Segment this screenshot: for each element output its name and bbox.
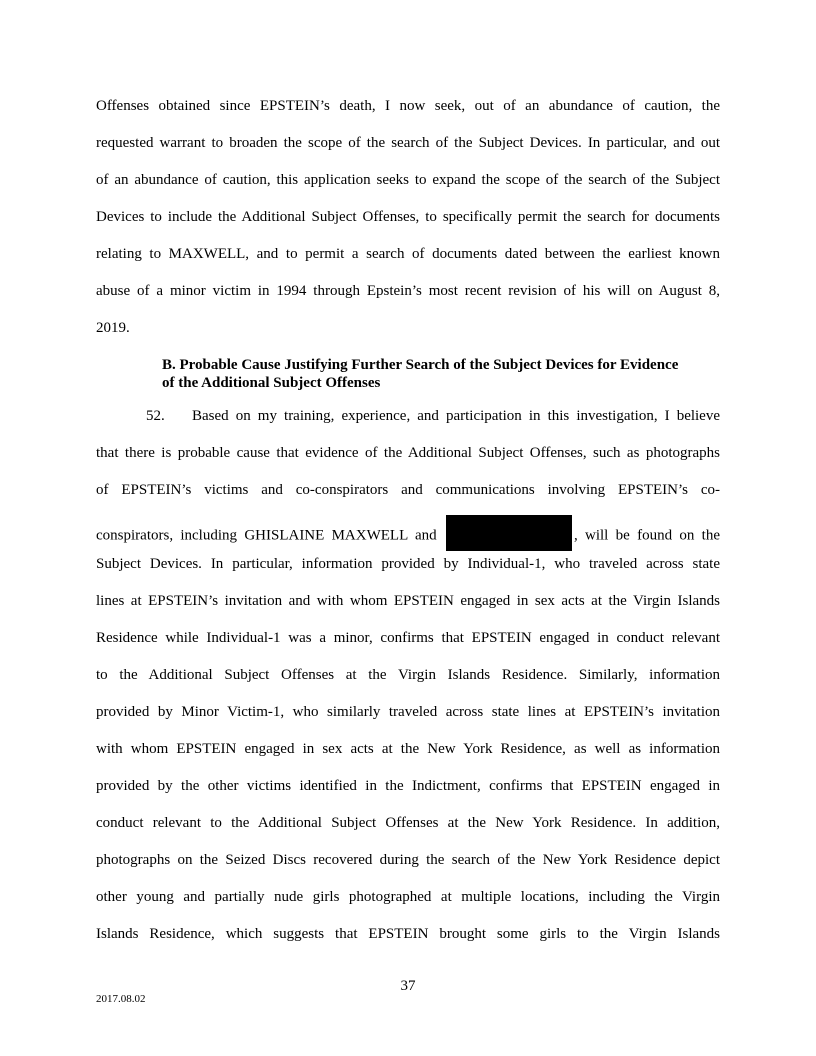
body-text-line: lines at EPSTEIN’s invitation and with whom EPSTEIN engaged in sex acts at the Virgin Islands [96, 593, 720, 609]
body-text-line: requested warrant to broaden the scope of the search of the Subject Devices. In particular, and out [96, 135, 720, 151]
section-heading: B. Probable Cause Justifying Further Search of the Subject Devices for Evidence [162, 357, 679, 373]
paragraph-number: 52. [146, 408, 165, 424]
body-text-line: of an abundance of caution, this application seeks to expand the scope of the search of the Subject [96, 172, 720, 188]
body-text-line: conduct relevant to the Additional Subject Offenses at the New York Residence. In addition, [96, 815, 720, 831]
page-number: 37 [400, 978, 416, 994]
body-text-line: Devices to include the Additional Subject Offenses, to specifically permit the search for documents [96, 209, 720, 225]
body-text-line: of EPSTEIN’s victims and co-conspirators and communications involving EPSTEIN’s co- [96, 482, 720, 498]
body-text-line: that there is probable cause that evidence of the Additional Subject Offenses, such as photographs [96, 445, 720, 461]
redaction-following-text: , will be found on the [573, 527, 720, 544]
body-text-line: Subject Devices. In particular, information provided by Individual-1, who traveled across state [96, 556, 720, 572]
paragraph-text: Based on my training, experience, and participation in this investigation, I believe [192, 408, 720, 424]
body-text-line: Offenses obtained since EPSTEIN’s death, I now seek, out of an abundance of caution, the [96, 98, 720, 114]
body-text-line: provided by the other victims identified in the Indictment, confirms that EPSTEIN engaged in [96, 778, 720, 794]
body-text-line: photographs on the Seized Discs recovered during the search of the New York Residence depict [96, 852, 720, 868]
redaction-box [446, 515, 572, 551]
body-text-line: 2019. [96, 320, 130, 336]
footer-date: 2017.08.02 [96, 993, 146, 1005]
redaction-preceding-text: conspirators, including GHISLAINE MAXWELL and [96, 527, 437, 544]
body-text-line: relating to MAXWELL, and to permit a search of documents dated between the earliest known [96, 246, 720, 262]
body-text-line: with whom EPSTEIN engaged in sex acts at the New York Residence, as well as information [96, 741, 720, 757]
body-text-line: Islands Residence, which suggests that EPSTEIN brought some girls to the Virgin Islands [96, 926, 720, 942]
body-text-line: provided by Minor Victim-1, who similarly traveled across state lines at EPSTEIN’s invitation [96, 704, 720, 720]
body-text-line: Residence while Individual-1 was a minor, confirms that EPSTEIN engaged in conduct relevant [96, 630, 720, 646]
body-text-line: abuse of a minor victim in 1994 through Epstein’s most recent revision of his will on August 8, [96, 283, 720, 299]
body-text-line: to the Additional Subject Offenses at the Virgin Islands Residence. Similarly, information [96, 667, 720, 683]
paragraph-first-line [96, 407, 720, 425]
body-text-line: other young and partially nude girls photographed at multiple locations, including the Virgin [96, 889, 720, 905]
body-text-line [96, 518, 720, 554]
section-heading: of the Additional Subject Offenses [162, 375, 381, 391]
